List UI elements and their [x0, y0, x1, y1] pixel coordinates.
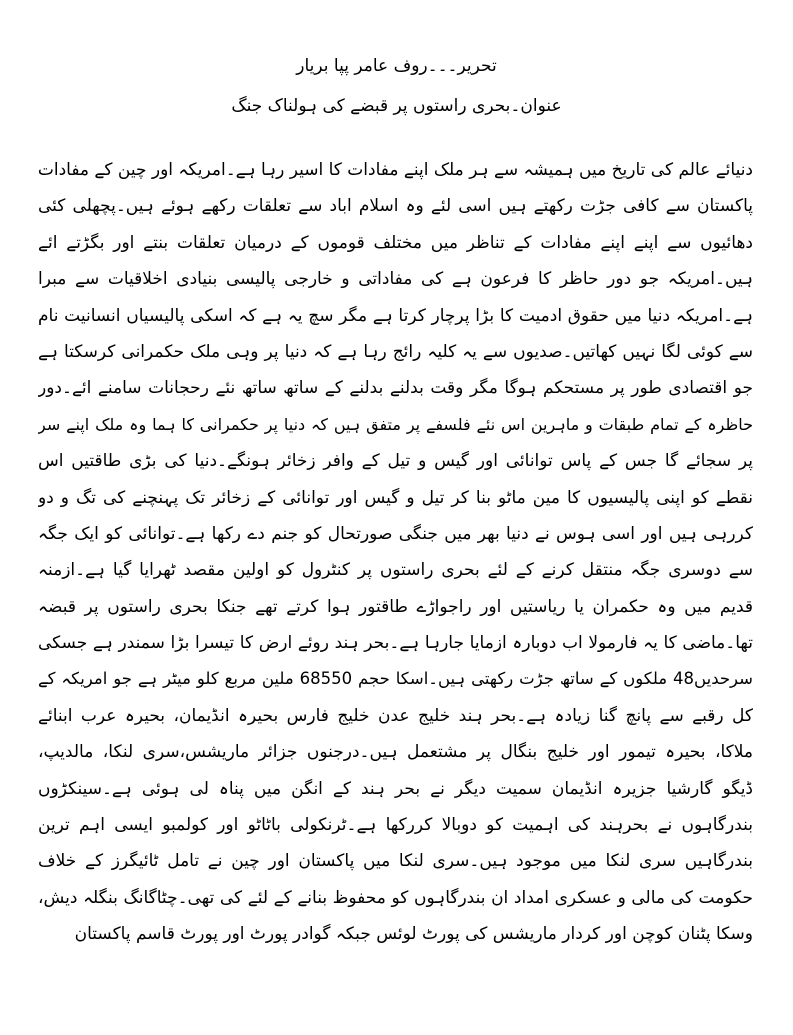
body-text-line: بندرگاہیں سری لنکا میں موجود ہیں۔سری لنکا میں پاکستان اور چین نے تامل ٹائیگرز کے خلاف	[38, 851, 753, 872]
body-text-line: نقطے کو اپنی پالیسیوں کا مین ماٹو بنا کر تیل و گیس اور توانائی کے زخائر تک پہنچنے کی تگ و دو	[38, 487, 753, 508]
body-text-line: جو اقتصادی طور پر مستحکم ہوگا مگر وقت بدلنے بدلنے کے ساتھ ساتھ نئے رحجانات سامنے ائے۔دور	[38, 378, 753, 399]
body-text-line: کررہی ہیں اور اسی ہوس نے دنیا بھر میں جنگی صورتحال کو جنم دے رکھا ہے۔توانائی کو ایک جگہ	[38, 523, 753, 544]
article-title: عنوان۔بحری راستوں پر قبضے کی ہولناک جنگ	[231, 96, 562, 116]
body-text-line: سے کوئی لگا نہیں کھاتیں۔صدیوں سے یہ کلیہ رائج رہا ہے کہ دنیا پر وہی ملک حکمرانی کرسکتا ہے	[38, 341, 753, 362]
body-text-line: حاظرہ کے تمام طبقات و ماہرین اس نئے فلسفے پر متفق ہیں کہ دنیا پر حکمرانی کا ہما وہ ملک اپنے سر	[38, 414, 753, 434]
article-header	[40, 46, 753, 126]
body-text-line: قدیم میں وہ حکمران یا ریاستیں اور راجواڑے طاقتور ہوا کرتے تھے جنکا بحری راستوں پر قبضہ	[38, 596, 753, 617]
body-text-line: ہے۔امریکہ دنیا میں حقوق ادمیت کا بڑا پرچار کرتا ہے مگر سچ یہ ہے کہ اسکی پالیسیاں انسانیت نام	[38, 305, 753, 326]
body-text-line: دھائیوں سے اپنے اپنے مفادات کے تناظر میں مختلف قوموں کے درمیان تعلقات بنتے اور بگڑتے ائے	[38, 232, 753, 253]
body-text-line: پر سجائے گا جس کے پاس توانائی اور گیس و تیل کے وافر زخائر ہونگے۔دنیا کی بڑی طاقتیں اس	[38, 451, 753, 472]
body-text-line: تھا۔ماضی کا یہ فارمولا اب دوبارہ ازمایا جارہا ہے۔بحر ہند روئے ارض کا تیسرا بڑا سمندر ہے جسکی	[38, 633, 753, 654]
article-body	[38, 152, 753, 953]
author-line: تحریر۔۔۔روف عامر پپا بریار	[296, 56, 497, 76]
body-text-line: ڈیگو گارشیا جزیرہ انڈیمان سمیت دیگر نے بحر ہند کے انگن میں پناہ لی ہوئی ہے۔سینکڑوں	[38, 778, 753, 799]
body-text-line: سرحدیں48 ملکوں کے ساتھ جڑت رکھتی ہیں۔اسکا حجم 68550 ملین مربع کلو میٹر ہے جو امریکہ کے	[38, 669, 753, 689]
body-text-line: وسکا پٹنان کوچن اور کردار ماریشس کی پورٹ لوئس جبکہ گوادر پورٹ اور پورٹ قاسم پاکستان	[74, 924, 753, 945]
body-text-line: سے دوسری جگہ منتقل کرنے کے لئے بحری راستوں پر کنٹرول کو اولین مقصد ٹھرایا گیا ہے۔ازمنہ	[38, 560, 753, 581]
body-text-line: ہیں۔امریکہ جو دور حاظر کا فرعون ہے کی مفاداتی و خارجی پالیسی بنیادی اخلاقیات سے مبرا	[38, 269, 753, 290]
body-text-line: ملاکا، بحیرہ تیمور اور خلیج بنگال پر مشتعمل ہیں۔درجنوں جزائر ماریشس،سری لنکا، مالدیپ،	[38, 742, 753, 763]
body-text-line: پاکستان سے کافی جڑت رکھتے ہیں اسی لئے وہ اسلام اباد سے تعلقات رکھے ہوئے ہیں۔پچھلی کئی	[38, 196, 753, 217]
body-text-line: کل رقبے سے پانچ گنا زیادہ ہے۔بحر ہند خلیج عدن خلیج فارس بحیرہ انڈیمان، بحیرہ عرب ابنائے	[38, 705, 753, 726]
body-text-line: بندرگاہوں نے بحرہند کی اہمیت کو دوبالا کررکھا ہے۔ٹرنکولی باٹاٹو اور کولمبو ایسی اہم ترین	[38, 815, 753, 836]
body-text-line: دنیائے عالم کی تاریخ میں ہمیشہ سے ہر ملک اپنے مفادات کا اسیر رہا ہے۔امریکہ اور چین کے مفادات	[38, 160, 753, 180]
body-text-line: حکومت کی مالی و عسکری امداد ان بندرگاہوں کو محفوظ بنانے کے لئے کی تھی۔چٹاگانگ بنگلہ دیش،	[38, 887, 753, 908]
